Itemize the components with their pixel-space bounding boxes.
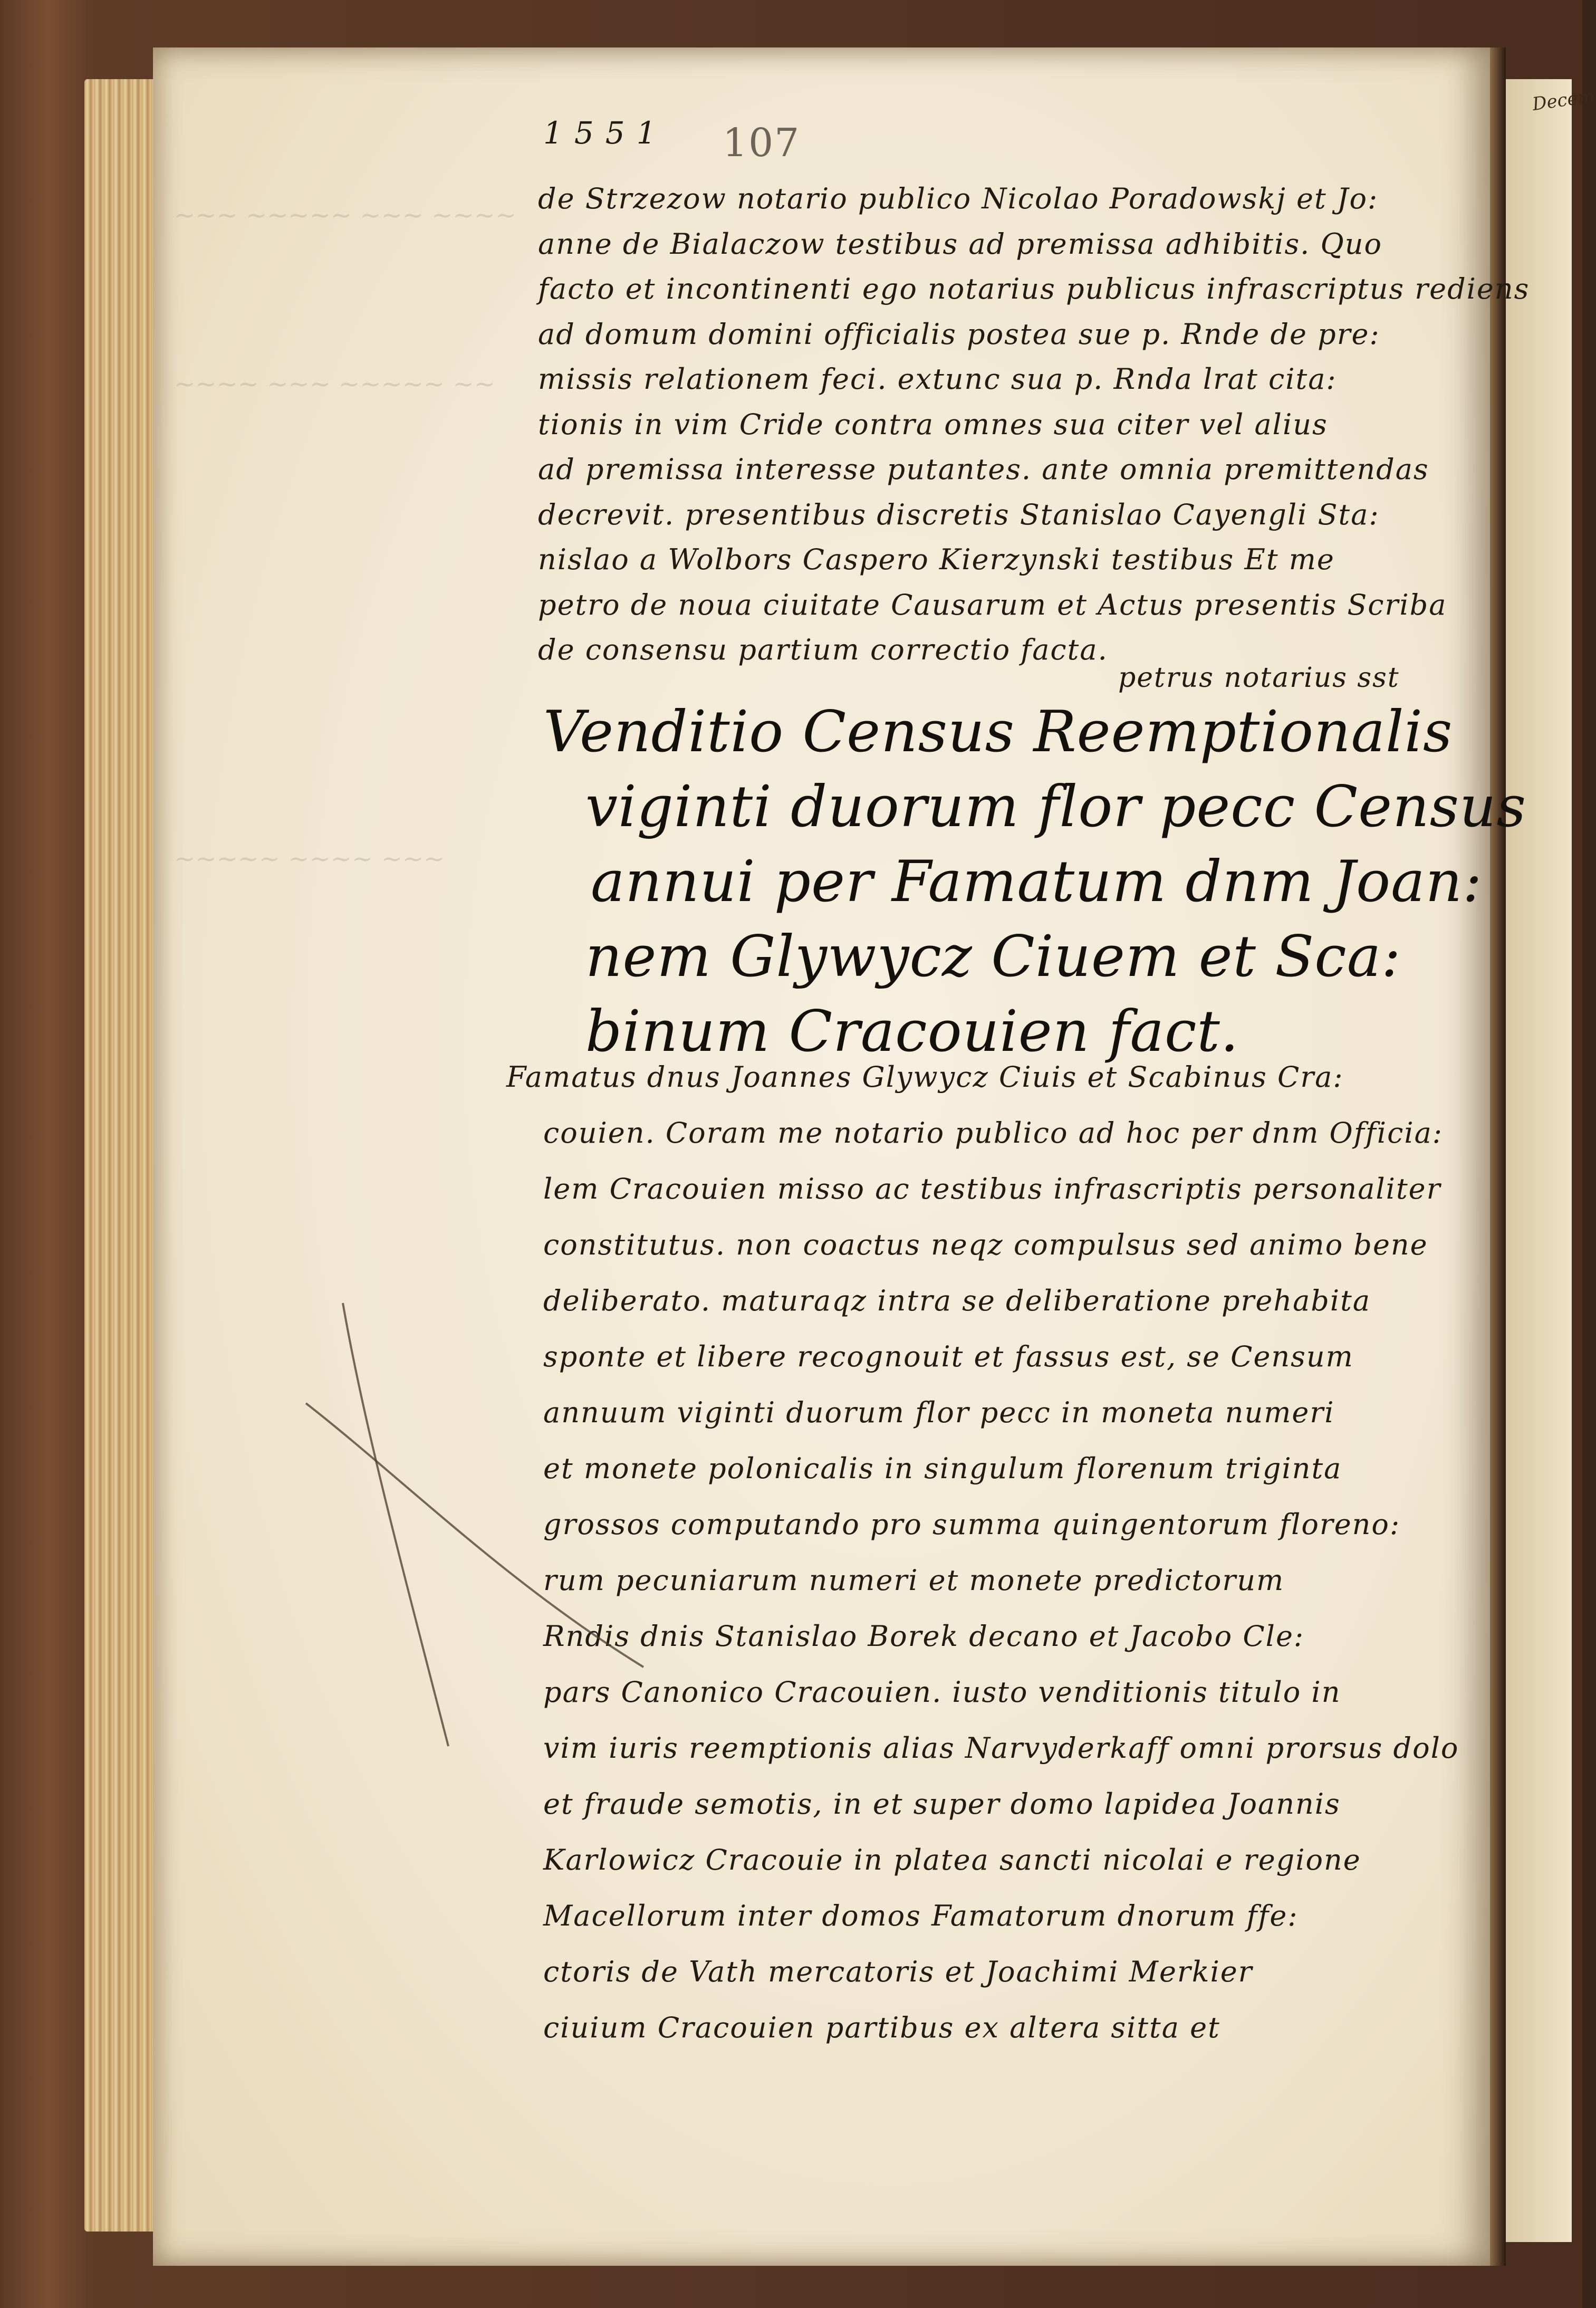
body-line: pars Canonico Cracouien. iusto venditionis titulo in: [543, 1675, 1341, 1709]
title-line: annui per Famatum dnm Joan:: [591, 849, 1483, 915]
bleed-through-mark: ~~~~~ ~~~~ ~~~: [174, 844, 445, 874]
header-line: de Strzezow notario publico Nicolao Poradowskj et Jo:: [538, 182, 1379, 215]
header-line: ad premissa interesse putantes. ante omnia premittendas: [538, 453, 1429, 486]
body-line: Karlowicz Cracouie in platea sancti nicolai e regione: [543, 1843, 1361, 1876]
body-line: constitutus. non coactus neqz compulsus sed animo bene: [543, 1228, 1428, 1261]
year-heading: 1551: [543, 115, 668, 151]
body-line: et monete polonicalis in singulum florenum triginta: [543, 1452, 1342, 1485]
title-line: binum Cracouien fact.: [585, 999, 1239, 1065]
header-line: petro de noua ciuitate Causarum et Actus presentis Scriba: [538, 588, 1447, 621]
header-line: facto et incontinenti ego notarius publicus infrascriptus rediens: [538, 272, 1530, 305]
body-line: sponte et libere recognouit et fassus est, se Censum: [543, 1340, 1354, 1373]
header-line: ad domum domini officialis postea sue p. Rnde de pre:: [538, 317, 1380, 351]
body-line: et fraude semotis, in et super domo lapidea Joannis: [543, 1787, 1341, 1821]
next-page-edge: [1506, 79, 1572, 2242]
bleed-through-mark: ~~~~ ~~~ ~~~~~ ~~: [174, 369, 495, 399]
book-gutter: [1490, 47, 1506, 2266]
body-line: vim iuris reemptionis alias Narvyderkaff omni prorsus dolo: [543, 1731, 1459, 1765]
body-line: Rndis dnis Stanislao Borek decano et Jacobo Cle:: [543, 1620, 1305, 1653]
margin-pen-stroke: [306, 1287, 675, 1762]
body-line: annuum viginti duorum flor pecc in moneta numeri: [543, 1396, 1335, 1429]
title-line: nem Glywycz Ciuem et Sca:: [585, 924, 1401, 990]
body-line: rum pecuniarum numeri et monete predictorum: [543, 1564, 1285, 1597]
header-line: anne de Bialaczow testibus ad premissa adhibitis. Quo: [538, 227, 1383, 261]
folio-number: 107: [723, 120, 801, 166]
body-line: couien. Coram me notario publico ad hoc per dnm Officia:: [543, 1116, 1443, 1150]
body-line: ciuium Cracouien partibus ex altera sitta et: [543, 2011, 1220, 2044]
header-line: decrevit. presentibus discretis Stanislao Cayengli Sta:: [538, 497, 1380, 531]
title-line: viginti duorum flor pecc Census: [585, 774, 1527, 840]
header-line: de consensu partium correctio facta.: [538, 633, 1108, 666]
body-line: grossos computando pro summa quingentorum floreno:: [543, 1508, 1401, 1541]
header-line: missis relationem feci. extunc sua p. Rnda lrat cita:: [538, 362, 1337, 396]
next-page-fragment: Decem: [1531, 85, 1596, 116]
title-line: Venditio Census Reemptionalis: [543, 699, 1453, 765]
header-line: nislao a Wolbors Caspero Kierzynski testibus Et me: [538, 543, 1335, 576]
bleed-through-mark: ~~~ ~~~~~ ~~~ ~~~~: [174, 200, 517, 230]
body-line: deliberato. maturaqz intra se deliberatione prehabita: [543, 1284, 1371, 1317]
header-line: tionis in vim Cride contra omnes sua citer vel alius: [538, 407, 1328, 441]
page-edges-left: [84, 79, 153, 2232]
body-line: Macellorum inter domos Famatorum dnorum ffe:: [543, 1899, 1299, 1932]
body-line: Famatus dnus Joannes Glywycz Ciuis et Scabinus Cra:: [506, 1060, 1344, 1094]
body-line: lem Cracouien misso ac testibus infrascriptis personaliter: [543, 1172, 1441, 1205]
body-line: ctoris de Vath mercatoris et Joachimi Merkier: [543, 1955, 1253, 1988]
notary-signature: petrus notarius sst: [1118, 662, 1400, 694]
